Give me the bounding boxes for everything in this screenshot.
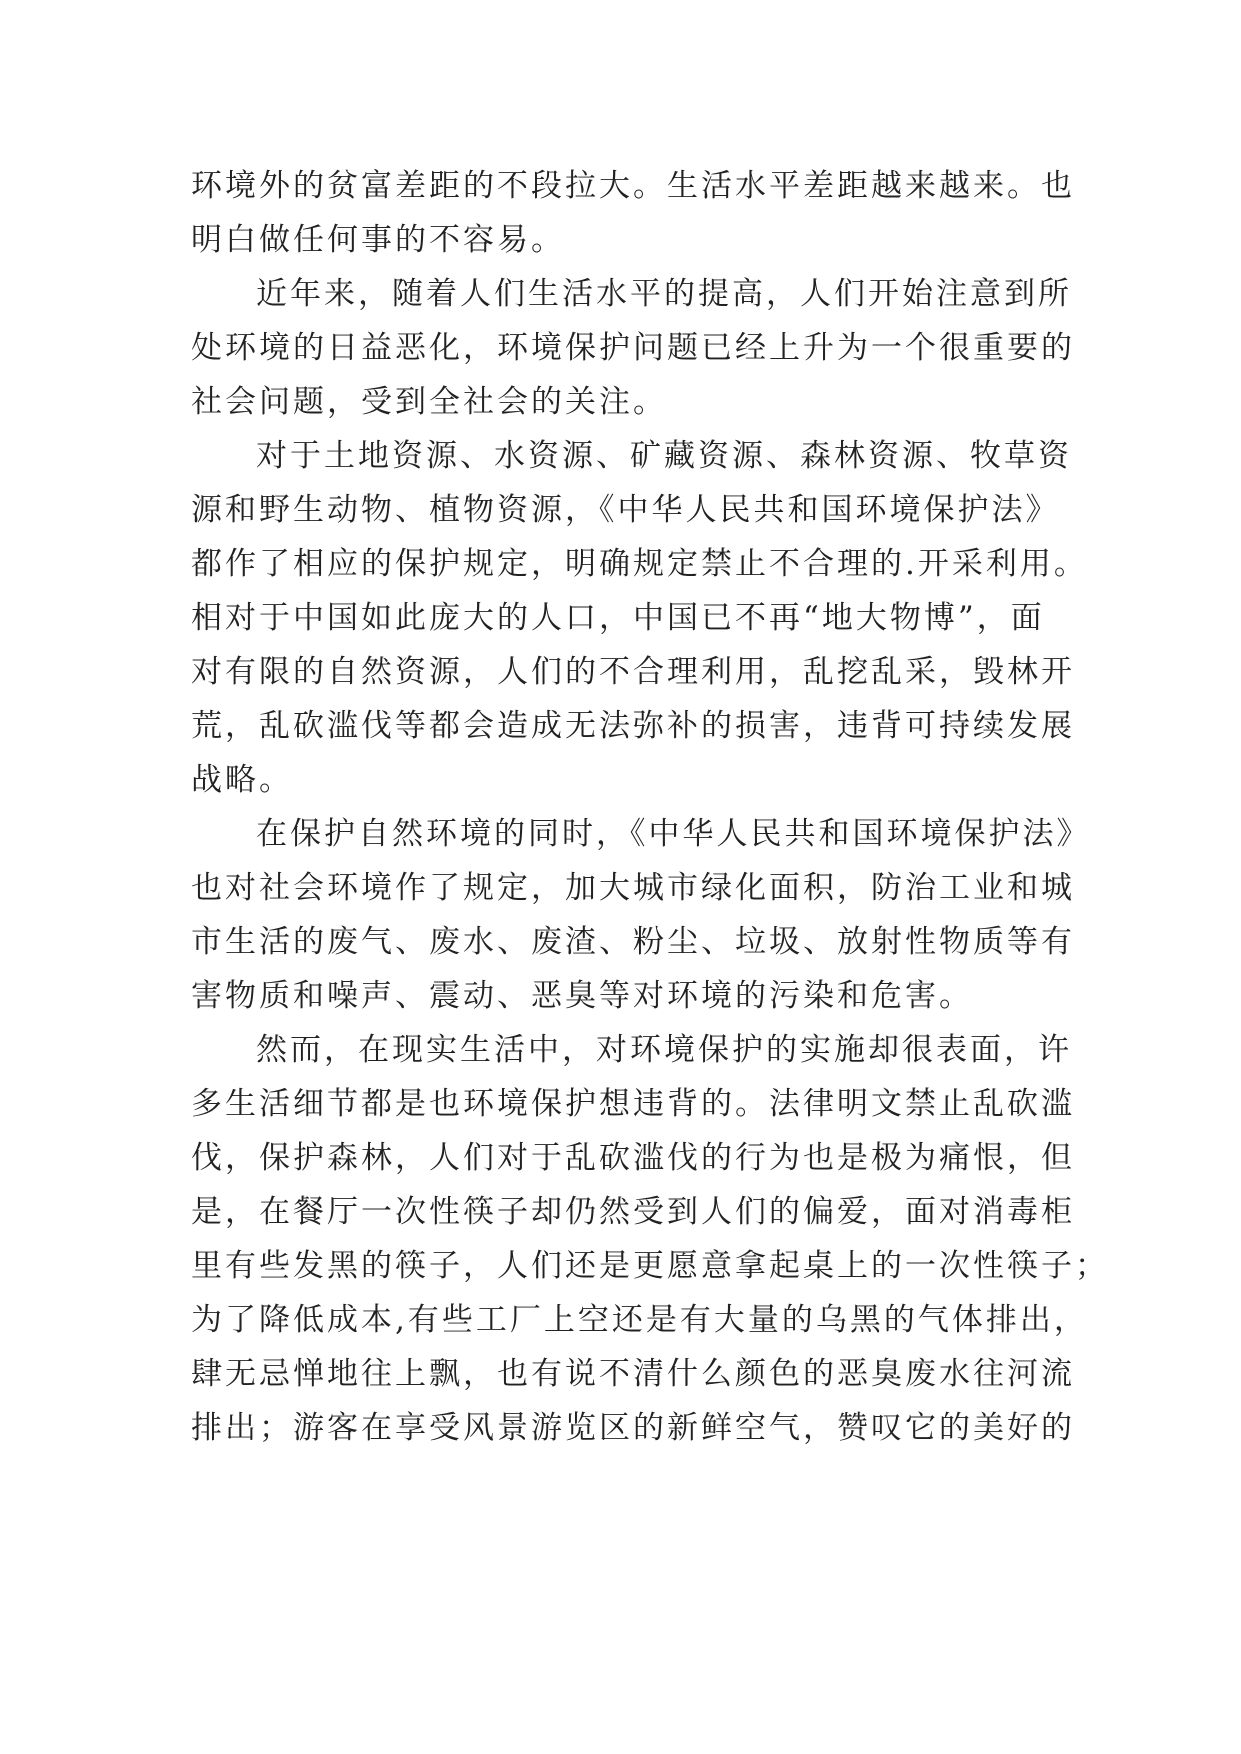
document-body: [191, 159, 1109, 1455]
text-line: 处环境的日益恶化，环境保护问题已经上升为一个很重要的: [191, 330, 1075, 366]
text-line: 里有些发黑的筷子，人们还是更愿意拿起桌上的一次性筷子；: [191, 1248, 1109, 1284]
text-line: 近年来，随着人们生活水平的提高，人们开始注意到所: [256, 276, 1072, 312]
text-line: 都作了相应的保护规定，明确规定禁止不合理的.开采利用。: [191, 546, 1088, 582]
text-line: 相对于中国如此庞大的人口，中国已不再“地大物博”，面: [191, 600, 1045, 636]
text-line: 排出；游客在享受风景游览区的新鲜空气，赞叹它的美好的: [191, 1410, 1075, 1446]
text-line: 源和野生动物、植物资源，《中华人民共和国环境保护法》: [191, 492, 1060, 528]
text-line: 是，在餐厅一次性筷子却仍然受到人们的偏爱，面对消毒柜: [191, 1194, 1075, 1230]
text-line: 也对社会环境作了规定，加大城市绿化面积，防治工业和城: [191, 870, 1075, 906]
text-line: 害物质和噪声、震动、恶臭等对环境的污染和危害。: [191, 978, 973, 1014]
text-line: 对于土地资源、水资源、矿藏资源、森林资源、牧草资: [256, 438, 1072, 474]
text-line: 在保护自然环境的同时，《中华人民共和国环境保护法》: [256, 816, 1091, 852]
text-line: 荒，乱砍滥伐等都会造成无法弥补的损害，违背可持续发展: [191, 708, 1075, 744]
text-line: 肆无忌惮地往上飘，也有说不清什么颜色的恶臭废水往河流: [191, 1356, 1075, 1392]
text-line: 社会问题，受到全社会的关注。: [191, 384, 667, 420]
text-line: 伐，保护森林，人们对于乱砍滥伐的行为也是极为痛恨，但: [191, 1140, 1075, 1176]
text-line: 为了降低成本,有些工厂上空还是有大量的乌黑的气体排出，: [191, 1302, 1088, 1338]
text-line: 然而，在现实生活中，对环境保护的实施却很表面，许: [256, 1032, 1072, 1068]
text-line: 对有限的自然资源，人们的不合理利用，乱挖乱采，毁林开: [191, 654, 1075, 690]
text-line: 环境外的贫富差距的不段拉大。生活水平差距越来越来。也: [191, 168, 1075, 204]
text-line: 市生活的废气、废水、废渣、粉尘、垃圾、放射性物质等有: [191, 924, 1075, 960]
text-line: 多生活细节都是也环境保护想违背的。法律明文禁止乱砍滥: [191, 1086, 1075, 1122]
text-line: 战略。: [191, 762, 293, 798]
text-line: 明白做任何事的不容易。: [191, 222, 565, 258]
